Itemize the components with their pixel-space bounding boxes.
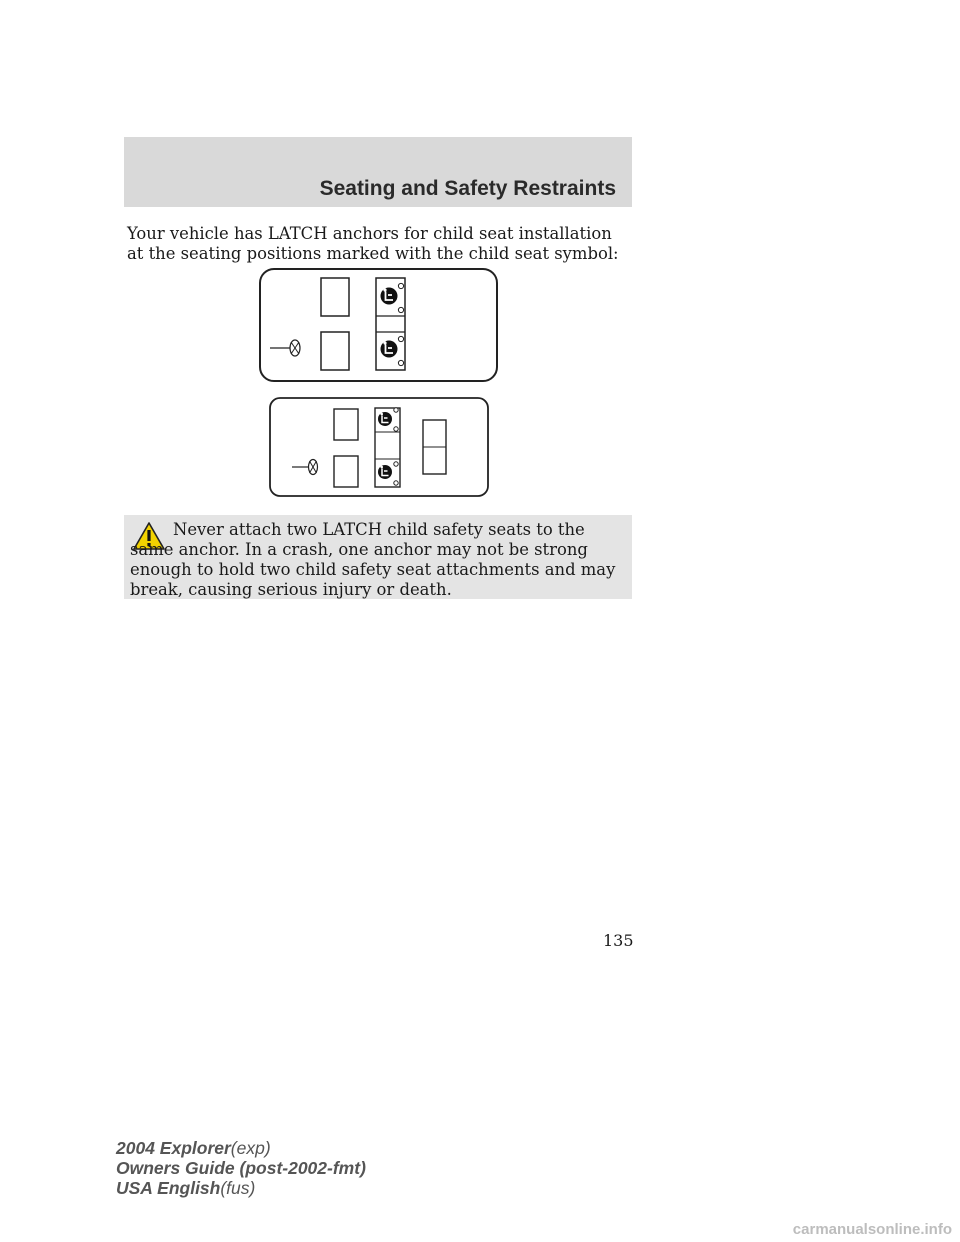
child-seat-symbol-icon [381,341,398,358]
footer-vehicle-code: (exp) [230,1138,271,1158]
latch-seating-diagram [0,0,960,520]
section-title: Seating and Safety Restraints [319,177,616,200]
child-seat-symbol-icon [381,288,398,305]
front-seat-left [321,332,349,370]
child-seat-symbol-icon [378,412,392,426]
front-seat-right [334,409,358,440]
footer-guide: Owners Guide (post-2002-fmt) [116,1158,366,1178]
steering-wheel-icon [270,340,300,356]
footer-language: USA English [116,1178,221,1198]
warning-text: Never attach two LATCH child safety seats to the same anchor. In a crash, one anchor may not be strong enough to hold two child safety seat attachments and may break, causing serious injury or death. [130,520,616,599]
front-seat-right [321,278,349,316]
vehicle-outline-2-row [260,269,497,381]
footer-vehicle: 2004 Explorer [116,1138,231,1158]
front-seat-left [334,456,358,487]
watermark: carmanualsonline.info [792,1221,952,1238]
latch-anchor-icon [394,408,398,485]
steering-wheel-icon [292,460,318,475]
document-footer [116,1138,366,1198]
page-number: 135 [603,931,634,950]
child-seat-symbol-icon [378,465,392,479]
intro-paragraph: Your vehicle has LATCH anchors for child seat installation at the seating positions marked with the child seat symbol: [127,224,619,263]
warning-box [124,515,632,599]
footer-language-code: (fus) [220,1178,256,1198]
vehicle-outline-3-row [270,398,488,496]
latch-anchor-icon [398,283,403,365]
